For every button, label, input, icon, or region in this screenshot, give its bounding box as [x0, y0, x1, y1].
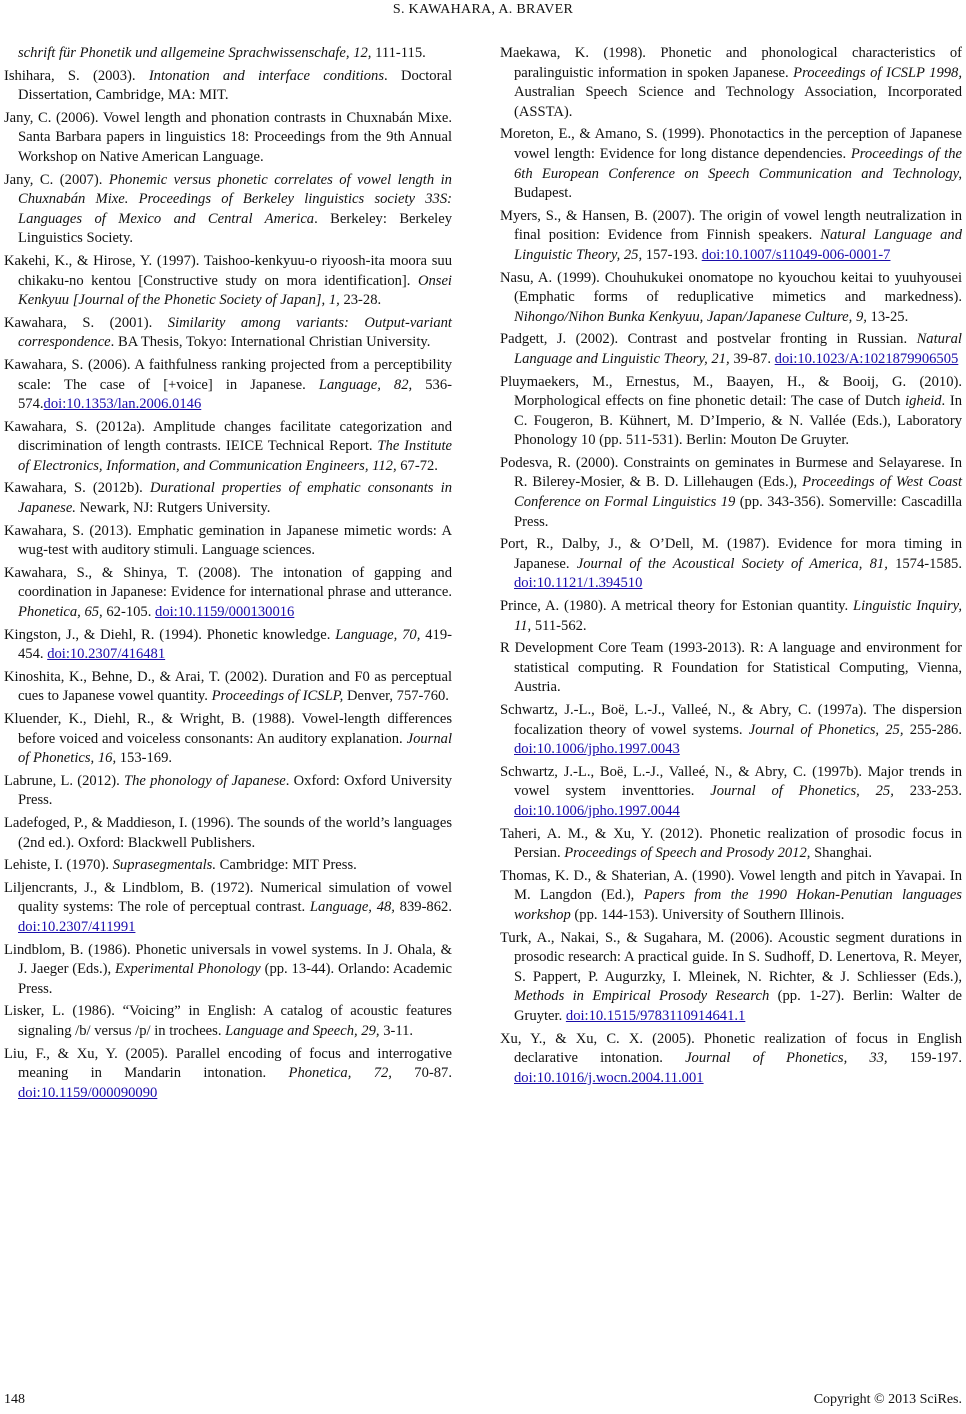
page-number: 148	[4, 1392, 25, 1407]
reference-entry	[500, 1030, 962, 1089]
reference-text: Labrune, L. (2012).	[4, 772, 124, 789]
reference-entry	[4, 67, 452, 106]
reference-source-title: Onsei Kenkyuu [Journal of the Phonetic Society of Japan], 1,	[18, 272, 452, 309]
reference-entry	[500, 929, 962, 1027]
reference-text: Denver, 757-760.	[343, 688, 449, 705]
reference-source-title: Proceedings of Speech and Prosody 2012,	[564, 845, 811, 862]
reference-source-title: Experimental Phonology	[115, 961, 261, 978]
reference-text: 23-28.	[339, 292, 382, 309]
reference-source-title: Suprasegmentals.	[112, 857, 216, 874]
reference-text: Kawahara, S. (2012a). Amplitude changes facilitate categorization and discrimination of length contrasts. IEICE Technical Report.	[4, 418, 452, 455]
reference-entry	[500, 701, 962, 760]
reference-text: (pp. 144-153). University of Southern Illinois.	[570, 906, 845, 923]
reference-text: Pluymaekers, M., Ernestus, M., Baayen, H., & Booij, G. (2010). Morphological effects on fine phonetic detail: The case of Dutch	[500, 373, 962, 410]
doi-link[interactable]: doi:10.1159/000130016	[155, 604, 295, 621]
reference-text: Kinoshita, K., Behne, D., & Arai, T. (2002). Duration and F0 as perceptual cues to Japanese vowel quantity.	[4, 668, 452, 705]
reference-entry	[500, 639, 962, 698]
reference-source-title: Papers from the 1990 Hokan-Penutian languages workshop	[514, 887, 962, 923]
reference-entry	[4, 626, 452, 665]
reference-entry	[4, 44, 452, 64]
reference-source-title: Proceedings of the 6th European Conference on Speech Communication and Technology,	[514, 145, 962, 182]
reference-text: Lisker, L. (1986). “Voicing” in English: A catalog of acoustic features signaling /b/ versus /p/ in trochees.	[4, 1003, 452, 1039]
reference-text: 1574-1585.	[887, 555, 962, 572]
reference-text: Ishihara, S. (2003).	[4, 67, 149, 84]
reference-text: 3-11.	[379, 1022, 414, 1039]
copyright-notice: Copyright © 2013 SciRes.	[813, 1392, 962, 1407]
reference-text: Lehiste, I. (1970).	[4, 857, 113, 874]
reference-source-title: Phonetica, 65,	[18, 604, 103, 621]
reference-source-title: Proceedings of ICSLP,	[211, 688, 344, 705]
reference-text: 536-574.	[18, 376, 452, 413]
reference-text: Nasu, A. (1999). Chouhukukei onomatope no kyouchou keitai to yuuhyousei (Emphatic forms of reduplicative mimetics and markedness).	[500, 269, 962, 306]
reference-source-title: schrift für Phonetik und allgemeine Sprachwissenschafe, 12,	[18, 45, 372, 61]
doi-link[interactable]: doi:10.1353/lan.2006.0146	[43, 396, 202, 413]
reference-entry	[500, 125, 962, 203]
reference-text: Budapest.	[514, 185, 572, 202]
reference-text: Shanghai.	[810, 845, 873, 862]
reference-entry	[4, 710, 452, 769]
references-right-column	[500, 44, 962, 1091]
reference-text: 159-197.	[887, 1050, 962, 1067]
reference-text: 839-862.	[394, 899, 452, 916]
reference-text: R Development Core Team (1993-2013). R: A language and environment for statistical computing. R Foundation for Statistical Computing, Vienna, Austria.	[500, 640, 962, 696]
reference-entry	[500, 207, 962, 266]
reference-source-title: Nihongo/Nihon Bunka Kenkyuu, Japan/Japanese Culture, 9,	[514, 308, 867, 325]
reference-text: (pp. 1-27). Berlin: Walter de Gruyter.	[514, 988, 962, 1024]
reference-text: Xu, Y., & Xu, C. X. (2005). Phonetic realization of focus in English declarative intonation.	[500, 1030, 962, 1067]
reference-entry	[500, 535, 962, 594]
reference-text: Kawahara, S., & Shinya, T. (2008). The intonation of gapping and coordination in Japanese: Evidence for international phrase and utterance.	[4, 564, 452, 601]
reference-text: Kakehi, K., & Hirose, Y. (1997). Taishoo-kenkyuu-o riyoosh-ita moora suu chikaku-no kentou [Constructive study on mora identification].	[4, 252, 452, 289]
reference-text: . Berkeley: Berkeley Linguistics Society.	[18, 210, 452, 247]
reference-entry	[4, 314, 452, 353]
reference-text: Cambridge: MIT Press.	[216, 857, 357, 874]
reference-text: Kawahara, S. (2001).	[4, 314, 168, 331]
doi-link[interactable]: doi:10.1007/s11049-006-0001-7	[701, 246, 891, 263]
reference-text: Taheri, A. M., & Xu, Y. (2012). Phonetic realization of prosodic focus in Persian.	[500, 825, 962, 862]
reference-entry	[500, 373, 962, 451]
doi-link[interactable]: doi:10.2307/416481	[47, 646, 166, 663]
reference-entry	[500, 44, 962, 122]
reference-entry	[4, 1002, 452, 1041]
reference-text: 62-105.	[102, 604, 156, 621]
reference-entry	[4, 109, 452, 168]
reference-entry	[500, 763, 962, 822]
reference-source-title: Natural Language and Linguistic Theory, 21,	[514, 331, 962, 367]
reference-text: 39-87.	[729, 350, 775, 367]
reference-source-title: Methods in Empirical Prosody Research	[514, 988, 770, 1005]
reference-entry	[4, 1045, 452, 1104]
reference-text: (pp. 343-356). Somerville: Cascadilla Press.	[514, 494, 962, 530]
reference-entry	[500, 597, 962, 636]
reference-text: Ladefoged, P., & Maddieson, I. (1996). The sounds of the world’s languages (2nd ed.). Oxford: Blackwell Publishers.	[4, 814, 452, 851]
reference-entry	[4, 522, 452, 561]
reference-text: Port, R., Dalby, J., & O’Dell, M. (1987). Evidence for mora timing in Japanese.	[500, 536, 962, 572]
reference-text: 67-72.	[396, 457, 438, 474]
reference-text: Lindblom, B. (1986). Phonetic universals in vowel systems. In J. Ohala, & J. Jaeger (Eds.),	[4, 941, 452, 978]
reference-text: Myers, S., & Hansen, B. (2007). The origin of vowel length neutralization in final position: Evidence from Finnish speakers.	[500, 207, 962, 244]
reference-entry	[4, 564, 452, 623]
reference-text: Jany, C. (2007).	[4, 171, 109, 188]
reference-source-title: Intonation and interface conditions	[148, 67, 385, 84]
doi-link[interactable]: doi:10.1159/000090090	[18, 1084, 158, 1101]
reference-source-title: Linguistic Inquiry, 11,	[514, 598, 963, 634]
reference-source-title: Language and Speech, 29,	[225, 1022, 380, 1039]
reference-entry	[500, 269, 962, 328]
reference-text: 111-115.	[371, 45, 426, 61]
reference-source-title: Natural Language and Linguistic Theory, 25,	[514, 227, 962, 263]
reference-text: . In C. Fougeron, B. Kühnert, M. D’Imperio, & N. Vallée (Eds.), Laboratory Phonology 10 (pp. 511-531). Berlin: Mouton De Gruyter.	[514, 393, 962, 449]
doi-link[interactable]: doi:10.2307/411991	[18, 918, 136, 935]
reference-text: Newark, NJ: Rutgers University.	[75, 500, 271, 517]
reference-entry	[4, 479, 452, 518]
reference-source-title: Journal of Phonetics, 25,	[710, 783, 894, 800]
reference-source-title: The Institute of Electronics, Information, and Communication Engineers, 112,	[18, 438, 452, 474]
reference-source-title: Phonemic versus phonetic correlates of vowel length in Chuxnabán Mixe. Proceedings of Berkeley linguistics society 33S: Languages of Mexico and Central America	[18, 171, 452, 227]
reference-entry	[4, 171, 452, 249]
reference-source-title: Durational properties of emphatic consonants in Japanese.	[18, 480, 452, 517]
reference-text: . BA Thesis, Tokyo: International Christian University.	[110, 334, 431, 351]
reference-text: Podesva, R. (2000). Constraints on geminates in Burmese and Selayarese. In R. Bilerey-Mosier, & B. D. Lillehaugen (Eds.),	[500, 454, 962, 491]
reference-source-title: Phonetica, 72,	[288, 1065, 392, 1082]
reference-text: . Doctoral Dissertation, Cambridge, MA: MIT.	[18, 67, 452, 104]
reference-text: Maekawa, K. (1998). Phonetic and phonological characteristics of paralinguistic information in spoken Japanese.	[500, 45, 962, 81]
reference-text: 157-193.	[642, 246, 702, 263]
doi-link[interactable]: doi:10.1006/jpho.1997.0043	[514, 741, 680, 758]
references-left-column	[4, 44, 452, 1106]
reference-text: Kawahara, S. (2013). Emphatic gemination in Japanese mimetic words: A wug-test with auditory stimuli. Language sciences.	[4, 522, 452, 559]
reference-entry	[4, 772, 452, 811]
reference-entry	[4, 814, 452, 853]
reference-text: Liljencrants, J., & Lindblom, B. (1972). Numerical simulation of vowel quality systems: The role of perceptual contrast.	[4, 879, 452, 916]
reference-text: . Oxford: Oxford University Press.	[18, 772, 452, 809]
doi-link[interactable]: doi:10.1006/jpho.1997.0044	[514, 802, 680, 819]
reference-source-title: Language, 82,	[318, 376, 413, 393]
doi-link[interactable]: doi:10.1016/j.wocn.2004.11.001	[514, 1069, 704, 1086]
doi-link[interactable]: doi:10.1023/A:1021879906505	[774, 350, 959, 367]
reference-text: Liu, F., & Xu, Y. (2005). Parallel encoding of focus and interrogative meaning in Mandarin intonation.	[4, 1045, 452, 1082]
reference-text: 419-454.	[18, 626, 452, 663]
reference-text: Kingston, J., & Diehl, R. (1994). Phonetic knowledge.	[4, 626, 336, 643]
reference-text: (pp. 13-44). Orlando: Academic Press.	[18, 961, 453, 997]
reference-text: 70-87.	[391, 1065, 452, 1082]
reference-source-title: Proceedings of ICSLP 1998,	[793, 64, 962, 81]
reference-source-title: Journal of the Acoustical Society of America, 81,	[576, 555, 888, 572]
reference-source-title: Journal of Phonetics, 33,	[685, 1050, 888, 1067]
reference-text: 511-562.	[531, 617, 587, 634]
reference-text: Thomas, K. D., & Shaterian, A. (1990). Vowel length and pitch in Yavapai. In M. Langdon (Ed.),	[500, 867, 962, 904]
reference-text: Jany, C. (2006). Vowel length and phonation contrasts in Chuxnabán Mixe. Santa Barbara papers in linguistics 18: Proceedings from the 9th Annual Workshop on Native American Language.	[4, 109, 452, 165]
reference-entry	[500, 454, 962, 532]
reference-text: Moreton, E., & Amano, S. (1999). Phonotactics in the perception of Japanese vowel length: Evidence for long distance dependencies.	[500, 126, 962, 162]
reference-entry	[4, 879, 452, 938]
reference-source-title: Similarity among variants: Output-variant correspondence	[18, 314, 452, 351]
reference-text: Kawahara, S. (2006). A faithfulness ranking projected from a perceptibility scale: The case of [+voice] in Japanese.	[4, 356, 452, 393]
reference-text: 153-169.	[116, 750, 173, 767]
doi-link[interactable]: doi:10.1121/1.394510	[514, 575, 643, 592]
reference-entry	[4, 856, 452, 876]
reference-text: Schwartz, J.-L., Boë, L.-J., Valleé, N., & Abry, C. (1997b). Major trends in vowel system inventtories.	[500, 763, 962, 800]
reference-entry	[4, 356, 452, 415]
reference-source-title: Proceedings of West Coast Conference on Formal Linguistics 19	[514, 474, 963, 511]
reference-text: 233-253.	[893, 783, 962, 800]
reference-source-title: Journal of Phonetics, 25,	[748, 721, 904, 738]
reference-source-title: Language, 48,	[309, 899, 395, 916]
reference-entry	[4, 668, 452, 707]
reference-entry	[4, 252, 452, 311]
reference-text: Australian Speech Science and Technology Association, Incorporated (ASSTA).	[514, 84, 962, 120]
reference-text: Kawahara, S. (2012b).	[4, 480, 150, 497]
reference-source-title: Language, 70,	[335, 626, 421, 643]
reference-text: Padgett, J. (2002). Contrast and postvelar fronting in Russian.	[500, 331, 917, 348]
reference-source-title: The phonology of Japanese	[124, 772, 286, 789]
reference-entry	[500, 825, 962, 864]
reference-entry	[500, 867, 962, 926]
reference-entry	[4, 418, 452, 477]
reference-text: Kluender, K., Diehl, R., & Wright, B. (1988). Vowel-length differences before voiced and voiceless consonants: An auditory explanation.	[4, 711, 452, 747]
reference-source-title: igheid	[905, 393, 942, 410]
doi-link[interactable]: doi:10.1515/9783110914641.1	[565, 1007, 746, 1024]
reference-text: Schwartz, J.-L., Boë, L.-J., Valleé, N., & Abry, C. (1997a). The dispersion focalization theory of vowel systems.	[500, 702, 962, 738]
reference-text: Prince, A. (1980). A metrical theory for Estonian quantity.	[500, 598, 853, 615]
running-head: S. KAWAHARA, A. BRAVER	[392, 2, 574, 17]
reference-text: 255-286.	[903, 721, 962, 738]
reference-text: Turk, A., Nakai, S., & Sugahara, M. (2006). Acoustic segment durations in prosodic research: A practical guide. In S. Sudhoff, D. Lenertova, R. Meyer, S. Pappert, P. Augurzky, I. Mleinek, N. Richter, & J. Schliesser (Eds.),	[500, 929, 962, 985]
reference-entry	[4, 941, 452, 1000]
reference-entry	[500, 330, 962, 369]
reference-text: 13-25.	[866, 308, 909, 325]
reference-source-title: Journal of Phonetics, 16,	[18, 730, 452, 767]
